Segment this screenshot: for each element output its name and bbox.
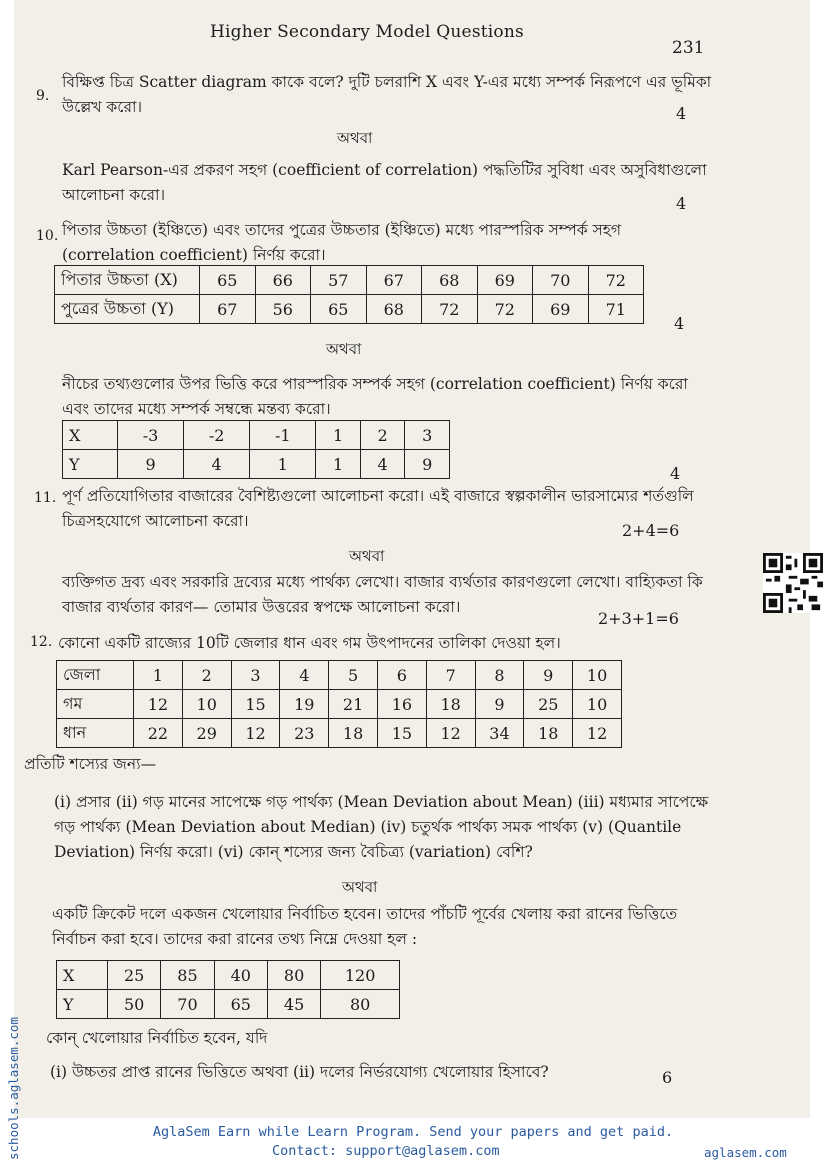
q12-number: 12.: [30, 634, 53, 650]
table-cell: 12: [573, 719, 622, 748]
table-cell: 57: [311, 266, 367, 295]
table-cell: 9: [475, 690, 524, 719]
table-cell: Y: [57, 990, 108, 1019]
table-row: [57, 719, 622, 748]
table-cell: 72: [422, 295, 478, 324]
table-row: [55, 295, 644, 324]
table-cell: 16: [377, 690, 426, 719]
q11-marks: 2+4=6: [622, 521, 680, 540]
page-number: 231: [672, 38, 705, 58]
table-cell: 34: [475, 719, 524, 748]
table-cell: 15: [377, 719, 426, 748]
table-row: [55, 266, 644, 295]
q11-alt-text: ব্যক্তিগত দ্রব্য এবং সরকারি দ্রব্যের মধ্যে পার্থক্য লেখো। বাজার ব্যর্থতার কারণগুলো লেখো। বাহ্যিকতা কি বাজার ব্যর্থতার কারণ— তোমার উত্তরের স্বপক্ষে আলোচনা করো।: [62, 573, 703, 616]
table-cell: 1: [316, 421, 361, 450]
table-cell: 40: [214, 961, 267, 990]
q12-text: কোনো একটি রাজ্যের 10টি জেলার ধান এবং গম উৎপাদনের তালিকা দেওয়া হল।: [58, 634, 561, 652]
table-cell: Y: [63, 450, 118, 479]
table-cell: 45: [267, 990, 320, 1019]
table-cell: 8: [475, 661, 524, 690]
table-cell: 9: [118, 450, 184, 479]
q10-number: 10.: [36, 228, 59, 244]
table-cell: 67: [366, 266, 422, 295]
table-cell: 6: [377, 661, 426, 690]
table-cell: 9: [524, 661, 573, 690]
table-cell: 29: [182, 719, 231, 748]
table-cell: 72: [477, 295, 533, 324]
table-cell: 65: [200, 266, 256, 295]
q11-text: পূর্ণ প্রতিযোগিতার বাজারের বৈশিষ্ট্যগুলো আলোচনা করো। এই বাজারে স্বল্পকালীন ভারসাম্যের শর্তগুলি চিত্রসহযোগে আলোচনা করো।: [62, 487, 694, 530]
table-cell: 4: [280, 661, 329, 690]
table-cell: 22: [134, 719, 183, 748]
q12-parts: (i) প্রসার (ii) গড় মানের সাপেক্ষে গড় পার্থক্য (Mean Deviation about Mean) (iii) মধ্যমার সাপেক্ষে গড় পার্থক্য (Mean Deviation about Median) (iv) চতুর্থক পার্থক্য সমক পার্থক্য (v) (Quantile Deviation) নির্ণয় করো। (vi) কোন্ শস্যের জন্য বৈচিত্র্য (variation) বেশি?: [54, 793, 709, 861]
table-cell: 72: [588, 266, 644, 295]
table-row: [57, 990, 400, 1019]
q12-last: (i) উচ্চতর প্রাপ্ত রানের ভিত্তিতে অথবা (ii) দলের নির্ভরযোগ্য খেলোয়ার হিসাবে?: [50, 1063, 549, 1081]
table-cell: 68: [422, 266, 478, 295]
table-cell: 50: [108, 990, 161, 1019]
q12-which: কোন্ খেলোয়ার নির্বাচিত হবেন, যদি: [46, 1029, 268, 1047]
q12-alt-text: একটি ক্রিকেট দলে একজন খেলোয়ার নির্বাচিত হবেন। তাদের পাঁচটি পূর্বের খেলায় করা রানের ভিত্তিতে নির্বাচন করা হবে। তাদের করা রানের তথ্য নিম্নে দেওয়া হল :: [52, 905, 678, 948]
q11-alt-marks: 2+3+1=6: [598, 609, 679, 628]
table-cell: 12: [134, 690, 183, 719]
table-cell: 23: [280, 719, 329, 748]
table-cell: 15: [231, 690, 280, 719]
q9-or: অথবা: [337, 129, 373, 147]
q10-alt-text: নীচের তথ্যগুলোর উপর ভিত্তি করে পারস্পরিক সম্পর্ক সহগ (correlation coefficient) নির্ণয় করো এবং তাদের মধ্যে সম্পর্ক সম্বন্ধে মন্তব্য করো।: [62, 375, 688, 418]
side-watermark: schools.aglasem.com: [6, 1017, 21, 1160]
table-cell: 120: [321, 961, 400, 990]
table-cell: 65: [311, 295, 367, 324]
q9-alt-text: Karl Pearson-এর প্রকরণ সহগ (coefficient of correlation) পদ্ধতিটির সুবিধা এবং অসুবিধাগুলো আলোচনা করো।: [62, 161, 707, 204]
table-cell: 4: [184, 450, 250, 479]
table-cell: 7: [426, 661, 475, 690]
q11-number: 11.: [34, 490, 57, 506]
q12-table: [56, 660, 622, 748]
table-cell: 65: [214, 990, 267, 1019]
table-row: [63, 450, 450, 479]
q9-marks: 4: [676, 104, 687, 123]
table-cell: 80: [267, 961, 320, 990]
q10-marks: 4: [674, 314, 685, 333]
table-cell: 3: [231, 661, 280, 690]
table-cell: 18: [329, 719, 378, 748]
qr-code-icon: [763, 553, 823, 613]
table-cell: 70: [161, 990, 214, 1019]
table-cell: 10: [182, 690, 231, 719]
table-cell: 12: [426, 719, 475, 748]
q9-alt-marks: 4: [676, 194, 687, 213]
table-cell: 2: [182, 661, 231, 690]
table-cell: 80: [321, 990, 400, 1019]
q12-alt-table: [56, 960, 400, 1019]
table-cell: পিতার উচ্চতা (X): [55, 266, 200, 295]
table-cell: 68: [366, 295, 422, 324]
table-cell: 66: [255, 266, 311, 295]
table-cell: 25: [108, 961, 161, 990]
q10-or: অথবা: [326, 340, 362, 358]
footer-contact-link[interactable]: Contact: support@aglasem.com: [272, 1143, 500, 1159]
q11-or: অথবা: [349, 547, 385, 565]
table-cell: -3: [118, 421, 184, 450]
table-cell: -2: [184, 421, 250, 450]
q9-text: বিক্ষিপ্ত চিত্র Scatter diagram কাকে বলে? দুটি চলরাশি X এবং Y-এর মধ্যে সম্পর্ক নিরূপণে এর ভূমিকা উল্লেখ করো।: [62, 73, 712, 116]
table-cell: 25: [524, 690, 573, 719]
table-cell: 1: [250, 450, 316, 479]
table-cell: পুত্রের উচ্চতা (Y): [55, 295, 200, 324]
table-cell: 71: [588, 295, 644, 324]
q12-or: অথবা: [342, 878, 378, 896]
table-cell: গম: [57, 690, 134, 719]
table-cell: 21: [329, 690, 378, 719]
table-cell: 5: [329, 661, 378, 690]
table-cell: ধান: [57, 719, 134, 748]
table-row: [57, 961, 400, 990]
table-cell: 4: [360, 450, 405, 479]
table-cell: 85: [161, 961, 214, 990]
table-cell: 3: [405, 421, 450, 450]
table-row: [63, 421, 450, 450]
page-header-title: Higher Secondary Model Questions: [210, 22, 524, 42]
table-cell: 18: [426, 690, 475, 719]
table-cell: 67: [200, 295, 256, 324]
table-cell: -1: [250, 421, 316, 450]
q12-per-crop: প্রতিটি শস্যের জন্য—: [24, 755, 157, 773]
table-cell: 10: [573, 690, 622, 719]
table-cell: 69: [533, 295, 589, 324]
footer-site-link[interactable]: aglasem.com: [704, 1145, 787, 1160]
table-cell: 9: [405, 450, 450, 479]
table-cell: 70: [533, 266, 589, 295]
q12-marks: 6: [662, 1068, 673, 1087]
table-cell: 2: [360, 421, 405, 450]
table-cell: X: [63, 421, 118, 450]
q10-alt-table: [62, 420, 450, 479]
footer-program-text: AglaSem Earn while Learn Program. Send your papers and get paid.: [152, 1124, 674, 1140]
table-cell: X: [57, 961, 108, 990]
table-cell: 10: [573, 661, 622, 690]
table-cell: জেলা: [57, 661, 134, 690]
q10-table: [54, 265, 644, 324]
table-row: [57, 690, 622, 719]
table-row: [57, 661, 622, 690]
q10-alt-marks: 4: [670, 464, 681, 483]
table-cell: 69: [477, 266, 533, 295]
table-cell: 19: [280, 690, 329, 719]
q9-number: 9.: [36, 88, 50, 104]
table-cell: 1: [134, 661, 183, 690]
table-cell: 12: [231, 719, 280, 748]
table-cell: 18: [524, 719, 573, 748]
q10-text: পিতার উচ্চতা (ইঞ্চিতে) এবং তাদের পুত্রের উচ্চতার (ইঞ্চিতে) মধ্যে পারস্পরিক সম্পর্ক সহগ (correlation coefficient) নির্ণয় করো।: [62, 221, 622, 264]
table-cell: 56: [255, 295, 311, 324]
table-cell: 1: [316, 450, 361, 479]
